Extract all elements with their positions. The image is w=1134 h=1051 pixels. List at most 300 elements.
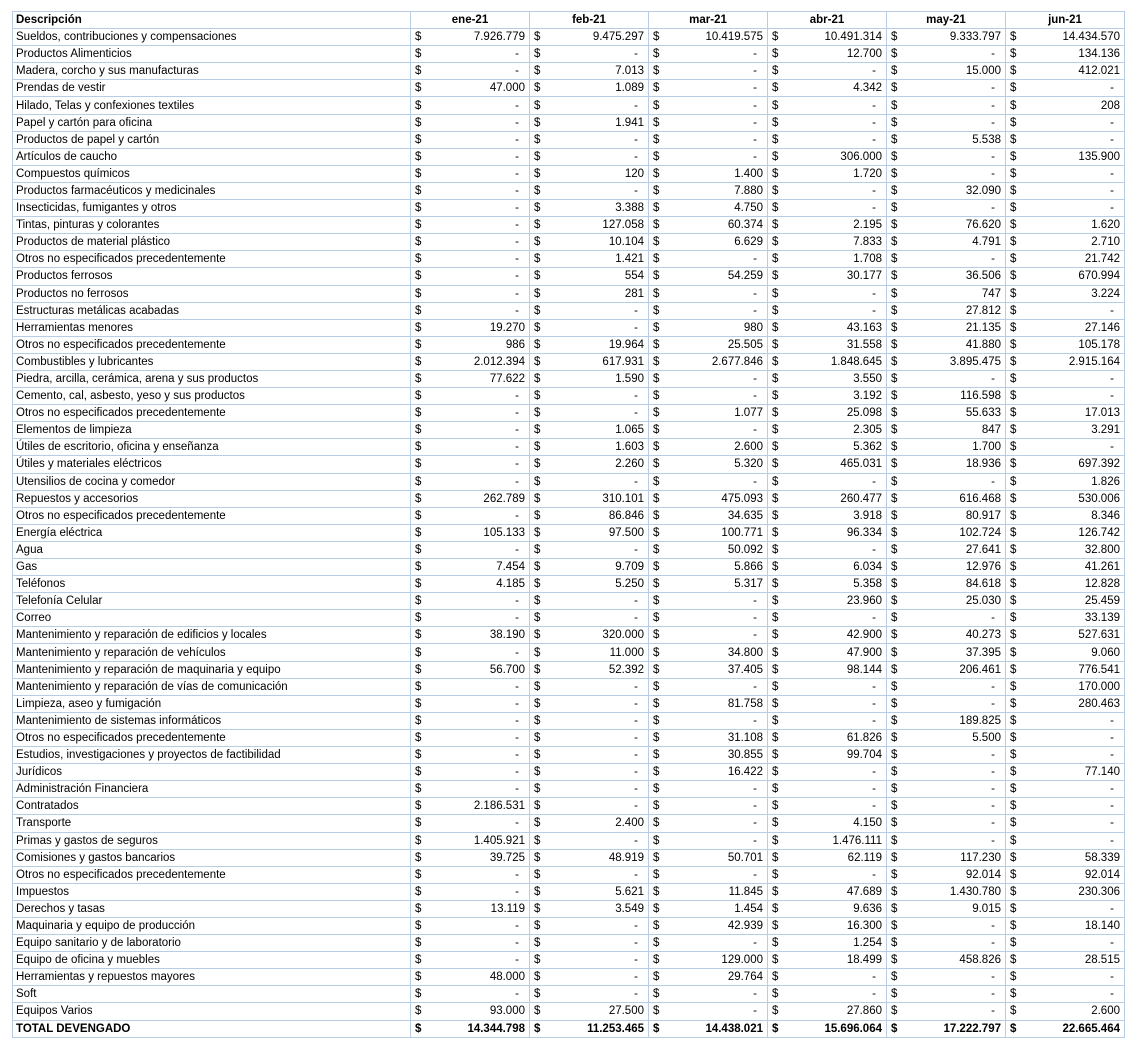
currency-symbol[interactable]: $ (887, 182, 911, 199)
currency-symbol[interactable]: $ (411, 285, 435, 302)
currency-symbol[interactable]: $ (530, 439, 554, 456)
currency-symbol[interactable]: $ (411, 439, 435, 456)
currency-symbol[interactable]: $ (411, 422, 435, 439)
amount-cell[interactable]: - (911, 832, 1006, 849)
amount-cell[interactable]: - (435, 815, 530, 832)
currency-symbol[interactable]: $ (1006, 593, 1030, 610)
amount-cell[interactable]: 105.133 (435, 524, 530, 541)
total-value[interactable]: 14.438.021 (673, 1020, 768, 1037)
currency-symbol[interactable]: $ (768, 80, 792, 97)
currency-symbol[interactable]: $ (649, 148, 673, 165)
amount-cell[interactable]: - (792, 610, 887, 627)
currency-symbol[interactable]: $ (1006, 849, 1030, 866)
currency-symbol[interactable]: $ (1006, 644, 1030, 661)
amount-cell[interactable]: 3.291 (1030, 422, 1125, 439)
header-month[interactable]: may-21 (887, 12, 1006, 29)
currency-symbol[interactable]: $ (887, 764, 911, 781)
amount-cell[interactable]: - (673, 148, 768, 165)
currency-symbol[interactable]: $ (887, 97, 911, 114)
amount-cell[interactable]: 2.305 (792, 422, 887, 439)
currency-symbol[interactable]: $ (1006, 251, 1030, 268)
currency-symbol[interactable]: $ (411, 217, 435, 234)
currency-symbol[interactable]: $ (887, 1003, 911, 1020)
amount-cell[interactable]: 7.013 (554, 63, 649, 80)
currency-symbol[interactable]: $ (887, 285, 911, 302)
amount-cell[interactable]: - (792, 781, 887, 798)
currency-symbol[interactable]: $ (887, 969, 911, 986)
currency-symbol[interactable]: $ (649, 114, 673, 131)
currency-symbol[interactable]: $ (1006, 678, 1030, 695)
currency-symbol[interactable]: $ (649, 747, 673, 764)
currency-symbol[interactable]: $ (1006, 285, 1030, 302)
currency-symbol[interactable]: $ (768, 490, 792, 507)
currency-symbol[interactable]: $ (768, 46, 792, 63)
currency-symbol[interactable]: $ (887, 63, 911, 80)
amount-cell[interactable]: 3.388 (554, 200, 649, 217)
currency-symbol[interactable]: $ (411, 473, 435, 490)
amount-cell[interactable]: 3.895.475 (911, 353, 1006, 370)
currency-symbol[interactable]: $ (649, 182, 673, 199)
currency-symbol[interactable]: $ (649, 405, 673, 422)
amount-cell[interactable]: - (911, 114, 1006, 131)
currency-symbol[interactable]: $ (768, 336, 792, 353)
total-label[interactable]: TOTAL DEVENGADO (13, 1020, 411, 1037)
amount-cell[interactable]: 306.000 (792, 148, 887, 165)
currency-symbol[interactable]: $ (768, 969, 792, 986)
row-label[interactable]: Equipo de oficina y muebles (13, 952, 411, 969)
currency-symbol[interactable]: $ (530, 148, 554, 165)
row-label[interactable]: Estudios, investigaciones y proyectos de factibilidad (13, 747, 411, 764)
currency-symbol[interactable]: $ (887, 422, 911, 439)
amount-cell[interactable]: - (435, 251, 530, 268)
currency-symbol[interactable]: $ (649, 644, 673, 661)
amount-cell[interactable]: - (554, 148, 649, 165)
currency-symbol[interactable]: $ (649, 268, 673, 285)
currency-symbol[interactable]: $ (530, 883, 554, 900)
currency-symbol[interactable]: $ (530, 29, 554, 46)
currency-symbol[interactable]: $ (887, 729, 911, 746)
row-label[interactable]: Mantenimiento y reparación de vías de comunicación (13, 678, 411, 695)
amount-cell[interactable]: - (435, 541, 530, 558)
row-label[interactable]: Papel y cartón para oficina (13, 114, 411, 131)
header-month[interactable]: abr-21 (768, 12, 887, 29)
currency-symbol[interactable]: $ (768, 559, 792, 576)
row-label[interactable]: Elementos de limpieza (13, 422, 411, 439)
amount-cell[interactable]: - (673, 473, 768, 490)
amount-cell[interactable]: - (435, 217, 530, 234)
amount-cell[interactable]: - (792, 695, 887, 712)
amount-cell[interactable]: - (435, 422, 530, 439)
currency-symbol[interactable]: $ (649, 849, 673, 866)
currency-symbol[interactable]: $ (530, 764, 554, 781)
row-label[interactable]: Madera, corcho y sus manufacturas (13, 63, 411, 80)
amount-cell[interactable]: 77.140 (1030, 764, 1125, 781)
row-label[interactable]: Otros no especificados precedentemente (13, 251, 411, 268)
currency-symbol[interactable]: $ (887, 336, 911, 353)
currency-symbol[interactable]: $ (411, 849, 435, 866)
amount-cell[interactable]: - (435, 678, 530, 695)
amount-cell[interactable]: 2.915.164 (1030, 353, 1125, 370)
amount-cell[interactable]: - (673, 798, 768, 815)
amount-cell[interactable]: - (554, 541, 649, 558)
currency-symbol[interactable]: $ (768, 747, 792, 764)
currency-symbol[interactable]: $ (530, 729, 554, 746)
currency-symbol[interactable]: $ (411, 524, 435, 541)
amount-cell[interactable]: 4.150 (792, 815, 887, 832)
currency-symbol[interactable]: $ (1006, 917, 1030, 934)
currency-symbol[interactable]: $ (887, 268, 911, 285)
amount-cell[interactable]: 86.846 (554, 507, 649, 524)
row-label[interactable]: Telefonía Celular (13, 593, 411, 610)
amount-cell[interactable]: 134.136 (1030, 46, 1125, 63)
currency-symbol[interactable]: $ (887, 200, 911, 217)
amount-cell[interactable]: 76.620 (911, 217, 1006, 234)
amount-cell[interactable]: - (792, 866, 887, 883)
amount-cell[interactable]: - (911, 165, 1006, 182)
currency-symbol[interactable]: $ (411, 798, 435, 815)
amount-cell[interactable]: - (435, 695, 530, 712)
amount-cell[interactable]: 9.015 (911, 900, 1006, 917)
amount-cell[interactable]: 105.178 (1030, 336, 1125, 353)
currency-symbol[interactable]: $ (530, 678, 554, 695)
row-label[interactable]: Artículos de caucho (13, 148, 411, 165)
amount-cell[interactable]: 2.600 (1030, 1003, 1125, 1020)
currency-symbol[interactable]: $ (649, 388, 673, 405)
row-label[interactable]: Productos ferrosos (13, 268, 411, 285)
amount-cell[interactable]: 31.108 (673, 729, 768, 746)
currency-symbol[interactable]: $ (768, 405, 792, 422)
row-label[interactable]: Otros no especificados precedentemente (13, 507, 411, 524)
amount-cell[interactable]: 33.139 (1030, 610, 1125, 627)
currency-symbol[interactable]: $ (768, 1020, 792, 1037)
amount-cell[interactable]: 28.515 (1030, 952, 1125, 969)
amount-cell[interactable]: - (792, 986, 887, 1003)
currency-symbol[interactable]: $ (887, 541, 911, 558)
currency-symbol[interactable]: $ (1006, 815, 1030, 832)
currency-symbol[interactable]: $ (530, 388, 554, 405)
row-label[interactable]: Prendas de vestir (13, 80, 411, 97)
currency-symbol[interactable]: $ (411, 969, 435, 986)
amount-cell[interactable]: 13.119 (435, 900, 530, 917)
amount-cell[interactable]: - (1030, 712, 1125, 729)
currency-symbol[interactable]: $ (768, 217, 792, 234)
currency-symbol[interactable]: $ (530, 712, 554, 729)
currency-symbol[interactable]: $ (411, 610, 435, 627)
currency-symbol[interactable]: $ (768, 883, 792, 900)
amount-cell[interactable]: - (435, 388, 530, 405)
header-month[interactable]: ene-21 (411, 12, 530, 29)
currency-symbol[interactable]: $ (530, 1020, 554, 1037)
amount-cell[interactable]: 1.941 (554, 114, 649, 131)
amount-cell[interactable]: 47.000 (435, 80, 530, 97)
currency-symbol[interactable]: $ (530, 268, 554, 285)
amount-cell[interactable]: - (673, 712, 768, 729)
amount-cell[interactable]: - (435, 456, 530, 473)
amount-cell[interactable]: - (554, 593, 649, 610)
currency-symbol[interactable]: $ (1006, 781, 1030, 798)
amount-cell[interactable]: 189.825 (911, 712, 1006, 729)
currency-symbol[interactable]: $ (649, 165, 673, 182)
currency-symbol[interactable]: $ (411, 353, 435, 370)
row-label[interactable]: Mantenimiento de sistemas informáticos (13, 712, 411, 729)
currency-symbol[interactable]: $ (649, 336, 673, 353)
amount-cell[interactable]: 9.060 (1030, 644, 1125, 661)
row-label[interactable]: Útiles de escritorio, oficina y enseñanza (13, 439, 411, 456)
amount-cell[interactable]: - (673, 63, 768, 80)
amount-cell[interactable]: 18.499 (792, 952, 887, 969)
amount-cell[interactable]: - (554, 832, 649, 849)
currency-symbol[interactable]: $ (649, 917, 673, 934)
currency-symbol[interactable]: $ (411, 507, 435, 524)
currency-symbol[interactable]: $ (411, 1020, 435, 1037)
amount-cell[interactable]: - (435, 131, 530, 148)
currency-symbol[interactable]: $ (649, 370, 673, 387)
amount-cell[interactable]: - (911, 46, 1006, 63)
currency-symbol[interactable]: $ (411, 695, 435, 712)
currency-symbol[interactable]: $ (530, 182, 554, 199)
row-label[interactable]: Productos farmacéuticos y medicinales (13, 182, 411, 199)
currency-symbol[interactable]: $ (649, 593, 673, 610)
currency-symbol[interactable]: $ (649, 781, 673, 798)
amount-cell[interactable]: 27.146 (1030, 319, 1125, 336)
currency-symbol[interactable]: $ (530, 747, 554, 764)
amount-cell[interactable]: 2.400 (554, 815, 649, 832)
currency-symbol[interactable]: $ (411, 302, 435, 319)
amount-cell[interactable]: - (911, 473, 1006, 490)
amount-cell[interactable]: - (1030, 969, 1125, 986)
amount-cell[interactable]: - (911, 370, 1006, 387)
currency-symbol[interactable]: $ (1006, 559, 1030, 576)
currency-symbol[interactable]: $ (1006, 200, 1030, 217)
currency-symbol[interactable]: $ (530, 302, 554, 319)
currency-symbol[interactable]: $ (768, 439, 792, 456)
currency-symbol[interactable]: $ (887, 627, 911, 644)
currency-symbol[interactable]: $ (887, 456, 911, 473)
currency-symbol[interactable]: $ (887, 439, 911, 456)
amount-cell[interactable]: 36.506 (911, 268, 1006, 285)
amount-cell[interactable]: 1.603 (554, 439, 649, 456)
amount-cell[interactable]: 1.430.780 (911, 883, 1006, 900)
amount-cell[interactable]: 208 (1030, 97, 1125, 114)
amount-cell[interactable]: 40.273 (911, 627, 1006, 644)
total-value[interactable]: 11.253.465 (554, 1020, 649, 1037)
row-label[interactable]: Insecticidas, fumigantes y otros (13, 200, 411, 217)
amount-cell[interactable]: - (1030, 798, 1125, 815)
row-label[interactable]: Piedra, arcilla, cerámica, arena y sus productos (13, 370, 411, 387)
currency-symbol[interactable]: $ (887, 405, 911, 422)
row-label[interactable]: Derechos y tasas (13, 900, 411, 917)
amount-cell[interactable]: - (554, 986, 649, 1003)
currency-symbol[interactable]: $ (649, 935, 673, 952)
currency-symbol[interactable]: $ (1006, 80, 1030, 97)
amount-cell[interactable]: 5.621 (554, 883, 649, 900)
amount-cell[interactable]: - (1030, 900, 1125, 917)
currency-symbol[interactable]: $ (768, 541, 792, 558)
amount-cell[interactable]: - (673, 285, 768, 302)
amount-cell[interactable]: 41.261 (1030, 559, 1125, 576)
amount-cell[interactable]: 32.090 (911, 182, 1006, 199)
amount-cell[interactable]: - (554, 388, 649, 405)
currency-symbol[interactable]: $ (1006, 900, 1030, 917)
amount-cell[interactable]: 27.860 (792, 1003, 887, 1020)
amount-cell[interactable]: 4.750 (673, 200, 768, 217)
currency-symbol[interactable]: $ (411, 148, 435, 165)
amount-cell[interactable]: - (1030, 165, 1125, 182)
currency-symbol[interactable]: $ (649, 131, 673, 148)
currency-symbol[interactable]: $ (1006, 302, 1030, 319)
amount-cell[interactable]: - (1030, 815, 1125, 832)
currency-symbol[interactable]: $ (649, 541, 673, 558)
amount-cell[interactable]: 206.461 (911, 661, 1006, 678)
currency-symbol[interactable]: $ (411, 200, 435, 217)
amount-cell[interactable]: - (1030, 182, 1125, 199)
currency-symbol[interactable]: $ (887, 712, 911, 729)
amount-cell[interactable]: - (792, 712, 887, 729)
amount-cell[interactable]: - (554, 764, 649, 781)
amount-cell[interactable]: - (792, 764, 887, 781)
currency-symbol[interactable]: $ (530, 370, 554, 387)
amount-cell[interactable]: 10.491.314 (792, 29, 887, 46)
currency-symbol[interactable]: $ (411, 712, 435, 729)
amount-cell[interactable]: 116.598 (911, 388, 1006, 405)
amount-cell[interactable]: - (435, 781, 530, 798)
amount-cell[interactable]: - (1030, 781, 1125, 798)
amount-cell[interactable]: 14.434.570 (1030, 29, 1125, 46)
amount-cell[interactable]: 2.710 (1030, 234, 1125, 251)
currency-symbol[interactable]: $ (530, 935, 554, 952)
currency-symbol[interactable]: $ (649, 63, 673, 80)
amount-cell[interactable]: 7.454 (435, 559, 530, 576)
currency-symbol[interactable]: $ (530, 900, 554, 917)
currency-symbol[interactable]: $ (411, 80, 435, 97)
currency-symbol[interactable]: $ (768, 627, 792, 644)
amount-cell[interactable]: 170.000 (1030, 678, 1125, 695)
currency-symbol[interactable]: $ (649, 234, 673, 251)
amount-cell[interactable]: 776.541 (1030, 661, 1125, 678)
row-label[interactable]: Productos no ferrosos (13, 285, 411, 302)
amount-cell[interactable]: 3.224 (1030, 285, 1125, 302)
currency-symbol[interactable]: $ (887, 217, 911, 234)
currency-symbol[interactable]: $ (887, 319, 911, 336)
amount-cell[interactable]: 37.405 (673, 661, 768, 678)
amount-cell[interactable]: - (1030, 986, 1125, 1003)
amount-cell[interactable]: 52.392 (554, 661, 649, 678)
currency-symbol[interactable]: $ (768, 63, 792, 80)
amount-cell[interactable]: 6.629 (673, 234, 768, 251)
currency-symbol[interactable]: $ (411, 883, 435, 900)
currency-symbol[interactable]: $ (768, 422, 792, 439)
amount-cell[interactable]: - (435, 405, 530, 422)
currency-symbol[interactable]: $ (1006, 148, 1030, 165)
amount-cell[interactable]: - (435, 473, 530, 490)
currency-symbol[interactable]: $ (768, 866, 792, 883)
currency-symbol[interactable]: $ (649, 456, 673, 473)
currency-symbol[interactable]: $ (768, 114, 792, 131)
currency-symbol[interactable]: $ (887, 986, 911, 1003)
amount-cell[interactable]: 97.500 (554, 524, 649, 541)
amount-cell[interactable]: - (1030, 200, 1125, 217)
amount-cell[interactable]: 21.135 (911, 319, 1006, 336)
row-label[interactable]: Otros no especificados precedentemente (13, 336, 411, 353)
currency-symbol[interactable]: $ (411, 63, 435, 80)
amount-cell[interactable]: 2.012.394 (435, 353, 530, 370)
row-label[interactable]: Impuestos (13, 883, 411, 900)
amount-cell[interactable]: 980 (673, 319, 768, 336)
amount-cell[interactable]: 1.590 (554, 370, 649, 387)
amount-cell[interactable]: 58.339 (1030, 849, 1125, 866)
amount-cell[interactable]: 27.500 (554, 1003, 649, 1020)
currency-symbol[interactable]: $ (411, 866, 435, 883)
row-label[interactable]: Productos de material plástico (13, 234, 411, 251)
currency-symbol[interactable]: $ (530, 832, 554, 849)
currency-symbol[interactable]: $ (768, 285, 792, 302)
currency-symbol[interactable]: $ (1006, 729, 1030, 746)
amount-cell[interactable]: - (1030, 370, 1125, 387)
amount-cell[interactable]: - (1030, 388, 1125, 405)
amount-cell[interactable]: - (554, 712, 649, 729)
currency-symbol[interactable]: $ (1006, 217, 1030, 234)
currency-symbol[interactable]: $ (649, 712, 673, 729)
amount-cell[interactable]: - (554, 678, 649, 695)
amount-cell[interactable]: - (1030, 747, 1125, 764)
amount-cell[interactable]: 4.185 (435, 576, 530, 593)
amount-cell[interactable]: - (435, 747, 530, 764)
amount-cell[interactable]: 17.013 (1030, 405, 1125, 422)
amount-cell[interactable]: - (792, 285, 887, 302)
currency-symbol[interactable]: $ (768, 712, 792, 729)
currency-symbol[interactable]: $ (1006, 29, 1030, 46)
amount-cell[interactable]: - (673, 251, 768, 268)
currency-symbol[interactable]: $ (1006, 541, 1030, 558)
amount-cell[interactable]: - (792, 63, 887, 80)
currency-symbol[interactable]: $ (768, 388, 792, 405)
amount-cell[interactable]: 2.195 (792, 217, 887, 234)
currency-symbol[interactable]: $ (768, 644, 792, 661)
row-label[interactable]: Sueldos, contribuciones y compensaciones (13, 29, 411, 46)
amount-cell[interactable]: 16.422 (673, 764, 768, 781)
amount-cell[interactable]: 697.392 (1030, 456, 1125, 473)
amount-cell[interactable]: - (673, 610, 768, 627)
amount-cell[interactable]: 412.021 (1030, 63, 1125, 80)
currency-symbol[interactable]: $ (649, 952, 673, 969)
amount-cell[interactable]: 1.454 (673, 900, 768, 917)
currency-symbol[interactable]: $ (768, 849, 792, 866)
amount-cell[interactable]: - (792, 473, 887, 490)
currency-symbol[interactable]: $ (649, 695, 673, 712)
currency-symbol[interactable]: $ (649, 422, 673, 439)
amount-cell[interactable]: - (911, 935, 1006, 952)
amount-cell[interactable]: - (792, 969, 887, 986)
currency-symbol[interactable]: $ (649, 798, 673, 815)
currency-symbol[interactable]: $ (649, 200, 673, 217)
amount-cell[interactable]: - (554, 729, 649, 746)
currency-symbol[interactable]: $ (1006, 336, 1030, 353)
currency-symbol[interactable]: $ (887, 593, 911, 610)
currency-symbol[interactable]: $ (887, 302, 911, 319)
currency-symbol[interactable]: $ (649, 815, 673, 832)
amount-cell[interactable]: 34.800 (673, 644, 768, 661)
currency-symbol[interactable]: $ (530, 97, 554, 114)
amount-cell[interactable]: 1.826 (1030, 473, 1125, 490)
currency-symbol[interactable]: $ (768, 148, 792, 165)
currency-symbol[interactable]: $ (530, 234, 554, 251)
currency-symbol[interactable]: $ (411, 370, 435, 387)
amount-cell[interactable]: - (673, 46, 768, 63)
amount-cell[interactable]: - (554, 97, 649, 114)
amount-cell[interactable]: - (435, 729, 530, 746)
currency-symbol[interactable]: $ (411, 182, 435, 199)
currency-symbol[interactable]: $ (530, 917, 554, 934)
